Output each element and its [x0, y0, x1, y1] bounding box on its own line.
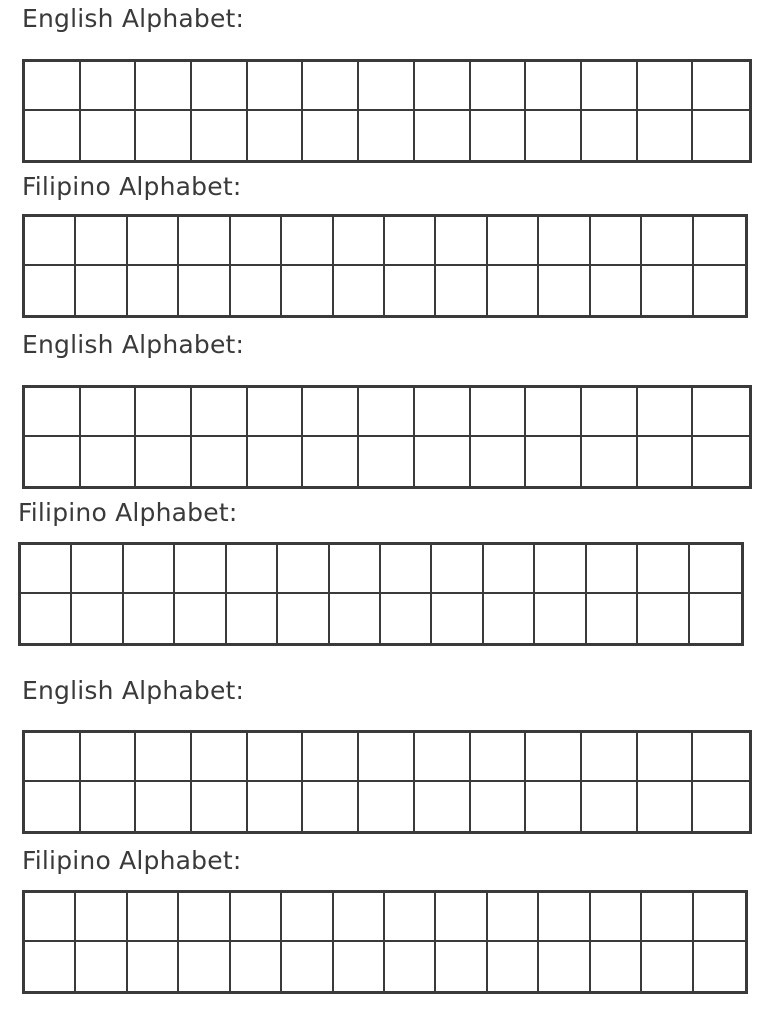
- letter-box: [638, 782, 694, 831]
- section-label-filipino: Filipino Alphabet:: [22, 172, 242, 201]
- letter-box: [248, 733, 304, 782]
- letter-box: [128, 266, 179, 315]
- letter-box: [25, 266, 76, 315]
- letter-box: [591, 942, 642, 991]
- letter-box: [694, 217, 745, 266]
- letter-box: [471, 437, 527, 486]
- letter-box: [693, 437, 749, 486]
- letter-box: [282, 893, 333, 942]
- letter-box: [25, 388, 81, 437]
- letter-box: [415, 388, 471, 437]
- letter-box: [415, 62, 471, 111]
- letter-box: [693, 111, 749, 160]
- section-label-english: English Alphabet:: [22, 330, 245, 359]
- letter-box: [638, 437, 694, 486]
- letter-box: [334, 893, 385, 942]
- letter-box: [303, 437, 359, 486]
- letter-box: [76, 266, 127, 315]
- letter-box: [128, 217, 179, 266]
- letter-box: [415, 733, 471, 782]
- letter-box: [136, 782, 192, 831]
- section-label-english: English Alphabet:: [22, 676, 245, 705]
- letter-grid-english: [22, 385, 752, 489]
- letter-box: [76, 893, 127, 942]
- letter-box: [642, 217, 693, 266]
- letter-box: [282, 942, 333, 991]
- letter-box: [359, 388, 415, 437]
- letter-box: [231, 942, 282, 991]
- letter-box: [539, 942, 590, 991]
- letter-box: [248, 62, 304, 111]
- letter-box: [303, 111, 359, 160]
- letter-box: [81, 62, 137, 111]
- letter-box: [76, 217, 127, 266]
- letter-box: [642, 893, 693, 942]
- letter-box: [303, 62, 359, 111]
- letter-box: [432, 594, 483, 643]
- letter-box: [638, 62, 694, 111]
- letter-box: [488, 266, 539, 315]
- letter-box: [179, 942, 230, 991]
- letter-box: [25, 893, 76, 942]
- letter-box: [81, 437, 137, 486]
- letter-box: [591, 893, 642, 942]
- letter-box: [436, 266, 487, 315]
- letter-box: [25, 942, 76, 991]
- letter-box: [303, 733, 359, 782]
- letter-box: [638, 594, 689, 643]
- letter-box: [359, 62, 415, 111]
- letter-box: [694, 942, 745, 991]
- letter-box: [81, 388, 137, 437]
- letter-box: [638, 388, 694, 437]
- letter-box: [248, 437, 304, 486]
- letter-box: [385, 893, 436, 942]
- letter-box: [72, 594, 123, 643]
- letter-box: [192, 782, 248, 831]
- letter-box: [231, 217, 282, 266]
- letter-box: [582, 388, 638, 437]
- letter-box: [248, 782, 304, 831]
- letter-box: [81, 733, 137, 782]
- letter-box: [535, 545, 586, 594]
- letter-box: [587, 545, 638, 594]
- letter-box: [179, 893, 230, 942]
- letter-grid-filipino: [22, 890, 748, 994]
- letter-box: [690, 545, 741, 594]
- letter-box: [381, 545, 432, 594]
- letter-box: [359, 437, 415, 486]
- letter-box: [303, 388, 359, 437]
- letter-box: [25, 782, 81, 831]
- letter-box: [136, 437, 192, 486]
- letter-box: [192, 437, 248, 486]
- letter-box: [192, 388, 248, 437]
- letter-box: [488, 893, 539, 942]
- letter-box: [21, 545, 72, 594]
- letter-box: [471, 733, 527, 782]
- section-label-filipino: Filipino Alphabet:: [22, 846, 242, 875]
- letter-grid-english: [22, 730, 752, 834]
- letter-box: [231, 266, 282, 315]
- letter-box: [76, 942, 127, 991]
- letter-box: [248, 111, 304, 160]
- letter-box: [175, 545, 226, 594]
- letter-box: [21, 594, 72, 643]
- section-label-filipino: Filipino Alphabet:: [18, 498, 238, 527]
- letter-box: [432, 545, 483, 594]
- letter-box: [192, 111, 248, 160]
- letter-box: [642, 266, 693, 315]
- letter-box: [582, 782, 638, 831]
- section-label-english: English Alphabet:: [22, 4, 245, 33]
- letter-box: [415, 111, 471, 160]
- letter-box: [693, 733, 749, 782]
- letter-box: [25, 733, 81, 782]
- letter-box: [248, 388, 304, 437]
- letter-box: [192, 733, 248, 782]
- letter-box: [526, 437, 582, 486]
- letter-box: [385, 942, 436, 991]
- letter-box: [693, 782, 749, 831]
- letter-box: [693, 62, 749, 111]
- letter-box: [330, 545, 381, 594]
- letter-box: [179, 217, 230, 266]
- letter-box: [642, 942, 693, 991]
- letter-box: [582, 437, 638, 486]
- letter-box: [471, 111, 527, 160]
- letter-grid-filipino: [22, 214, 748, 318]
- letter-box: [231, 893, 282, 942]
- letter-box: [282, 217, 333, 266]
- letter-box: [192, 62, 248, 111]
- letter-box: [81, 111, 137, 160]
- letter-box: [471, 782, 527, 831]
- letter-box: [359, 111, 415, 160]
- letter-box: [330, 594, 381, 643]
- letter-box: [436, 942, 487, 991]
- letter-box: [136, 111, 192, 160]
- letter-box: [136, 388, 192, 437]
- letter-box: [471, 388, 527, 437]
- letter-box: [334, 217, 385, 266]
- letter-box: [359, 733, 415, 782]
- letter-box: [179, 266, 230, 315]
- letter-box: [227, 545, 278, 594]
- letter-box: [484, 594, 535, 643]
- letter-box: [526, 782, 582, 831]
- letter-box: [539, 893, 590, 942]
- letter-box: [693, 388, 749, 437]
- letter-box: [582, 733, 638, 782]
- letter-box: [385, 266, 436, 315]
- letter-box: [25, 437, 81, 486]
- letter-box: [124, 594, 175, 643]
- letter-box: [25, 62, 81, 111]
- letter-box: [638, 111, 694, 160]
- letter-box: [526, 62, 582, 111]
- letter-box: [638, 545, 689, 594]
- letter-box: [334, 266, 385, 315]
- letter-box: [25, 217, 76, 266]
- letter-box: [415, 437, 471, 486]
- letter-box: [526, 111, 582, 160]
- letter-box: [690, 594, 741, 643]
- letter-box: [334, 942, 385, 991]
- letter-box: [136, 62, 192, 111]
- letter-box: [582, 62, 638, 111]
- letter-box: [136, 733, 192, 782]
- letter-box: [278, 594, 329, 643]
- letter-box: [638, 733, 694, 782]
- letter-box: [488, 217, 539, 266]
- letter-box: [488, 942, 539, 991]
- letter-box: [303, 782, 359, 831]
- letter-box: [591, 217, 642, 266]
- letter-box: [526, 388, 582, 437]
- letter-box: [175, 594, 226, 643]
- letter-box: [591, 266, 642, 315]
- letter-box: [587, 594, 638, 643]
- letter-box: [282, 266, 333, 315]
- letter-box: [128, 893, 179, 942]
- letter-box: [484, 545, 535, 594]
- letter-grid-english: [22, 59, 752, 163]
- letter-box: [81, 782, 137, 831]
- letter-box: [385, 217, 436, 266]
- letter-box: [381, 594, 432, 643]
- letter-box: [526, 733, 582, 782]
- letter-box: [278, 545, 329, 594]
- letter-box: [128, 942, 179, 991]
- letter-box: [227, 594, 278, 643]
- letter-box: [124, 545, 175, 594]
- letter-box: [694, 893, 745, 942]
- letter-box: [415, 782, 471, 831]
- letter-box: [25, 111, 81, 160]
- letter-box: [539, 266, 590, 315]
- letter-box: [436, 893, 487, 942]
- letter-box: [471, 62, 527, 111]
- letter-box: [436, 217, 487, 266]
- letter-box: [72, 545, 123, 594]
- letter-box: [535, 594, 586, 643]
- letter-box: [694, 266, 745, 315]
- letter-box: [359, 782, 415, 831]
- letter-grid-filipino: [18, 542, 744, 646]
- letter-box: [539, 217, 590, 266]
- letter-box: [582, 111, 638, 160]
